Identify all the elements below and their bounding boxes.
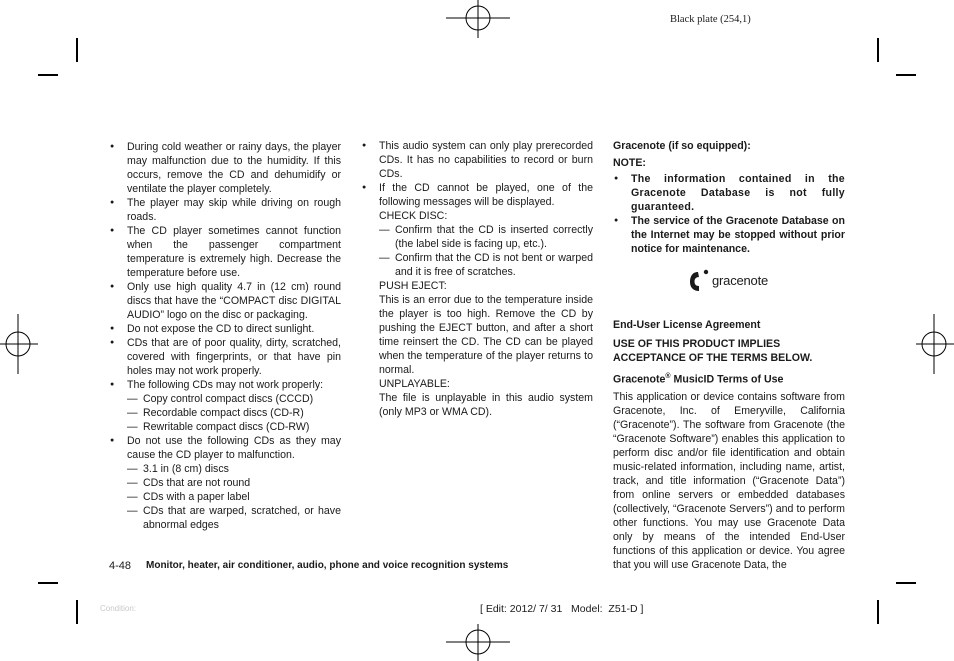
sub-list-item: — Recordable compact discs (CD-R) xyxy=(127,406,341,420)
column-middle xyxy=(361,139,593,419)
message-text: This is an error due to the temperature inside the player is too high. Remove the CD by pushing the EJECT button, and after a short time reinsert the CD. The CD can be played when the temperature of the player returns to normal. xyxy=(379,294,593,376)
list-item: ● CDs that are of poor quality, dirty, scratched, covered with fingerprints, or that have pin holes may not work properly. xyxy=(109,336,341,378)
registration-target-icon xyxy=(446,0,510,40)
sub-list-item: — Confirm that the CD is not bent or warped and it is free of scratches. xyxy=(379,251,593,279)
column-left xyxy=(109,140,341,532)
note-item: ● The service of the Gracenote Database on the Internet may be stopped without prior notice for maintenance. xyxy=(613,214,845,256)
section-heading: USE OF THIS PRODUCT IMPLIES ACCEPTANCE OF THE TERMS BELOW. xyxy=(613,338,813,364)
sub-list-item: — CDs with a paper label xyxy=(127,490,341,504)
list-item: ● Only use high quality 4.7 in (12 cm) round discs that have the “COMPACT disc DIGITAL AUDIO” logo on the disc or packaging. xyxy=(109,280,341,322)
sub-list-item: — Confirm that the CD is inserted correctly (the label side is facing up, etc.). xyxy=(379,223,593,251)
plate-label: Black plate (254,1) xyxy=(670,14,751,25)
list-item: ● During cold weather or rainy days, the player may malfunction due to the humidity. If this occurs, remove the CD and dehumidify or ventilate the player completely. xyxy=(109,140,341,196)
gracenote-logo xyxy=(689,264,845,298)
page-number: 4-48 xyxy=(109,560,132,572)
edit-info: [ Edit: 2012/ 7/ 31 Model: Z51-D ] xyxy=(480,603,644,615)
sub-list-item: — Rewritable compact discs (CD-RW) xyxy=(127,420,341,434)
message-text: The file is unplayable in this audio system (only MP3 or WMA CD). xyxy=(379,392,593,418)
list-item: ● The following CDs may not work properly: xyxy=(109,378,341,392)
message-label: CHECK DISC: xyxy=(379,210,448,222)
sub-list-item: — Copy control compact discs (CCCD) xyxy=(127,392,341,406)
registered-mark: ® xyxy=(665,373,671,380)
condition-label: Condition: xyxy=(100,604,137,613)
terms-heading-rest: MusicID Terms of Use xyxy=(670,373,784,386)
note-item: ● The information contained in the Gracenote Database is not fully guaranteed. xyxy=(613,172,845,214)
list-item: ● Do not expose the CD to direct sunlight. xyxy=(109,322,341,336)
sub-list-item: — 3.1 in (8 cm) discs xyxy=(127,462,341,476)
gracenote-logo-icon xyxy=(689,268,711,294)
list-item: ● The CD player sometimes cannot function when the passenger compartment temperature is extremely high. Decrease the temperature before use. xyxy=(109,224,341,280)
list-item: ● The player may skip while driving on rough roads. xyxy=(109,196,341,224)
registration-target-icon xyxy=(0,314,40,374)
section-title: Monitor, heater, air conditioner, audio, phone and voice recognition systems xyxy=(146,560,509,571)
sub-list-item: — CDs that are warped, scratched, or have abnormal edges xyxy=(127,504,341,532)
gracenote-logo-text: gracenote xyxy=(712,273,769,288)
note-label: NOTE: xyxy=(613,157,646,169)
list-item: ● Do not use the following CDs as they may cause the CD player to malfunction. xyxy=(109,434,341,462)
terms-heading-brand: Gracenote xyxy=(613,373,666,386)
list-item: ● If the CD cannot be played, one of the following messages will be displayed. xyxy=(361,181,593,209)
body-paragraph: This application or device contains software from Gracenote, Inc. of Emeryville, California (“Gracenote”). The software from Gracenote (the “Gracenote Software”) enables this application to perform disc and/or file identification and obtain music-related information, including name, artist, track, and title information (“Gracenote Data”) from online servers or embedded databases (collectively, “Gracenote Servers”) and to perform other functions. You may use Gracenote Data only by means of the intended End-User functions of this application or device. You agree that you will use Gracenote Data, the xyxy=(613,390,845,571)
section-heading: End-User License Agreement xyxy=(613,319,761,331)
section-heading xyxy=(613,370,845,387)
message-label: UNPLAYABLE: xyxy=(379,378,450,390)
list-item: ● This audio system can only play prerecorded CDs. It has no capabilities to record or burn CDs. xyxy=(361,139,593,181)
message-label: PUSH EJECT: xyxy=(379,280,447,292)
sub-list-item: — CDs that are not round xyxy=(127,476,341,490)
registration-target-icon xyxy=(446,622,510,661)
column-right xyxy=(613,139,845,572)
section-heading: Gracenote (if so equipped): xyxy=(613,140,751,152)
registration-target-icon xyxy=(914,314,954,374)
